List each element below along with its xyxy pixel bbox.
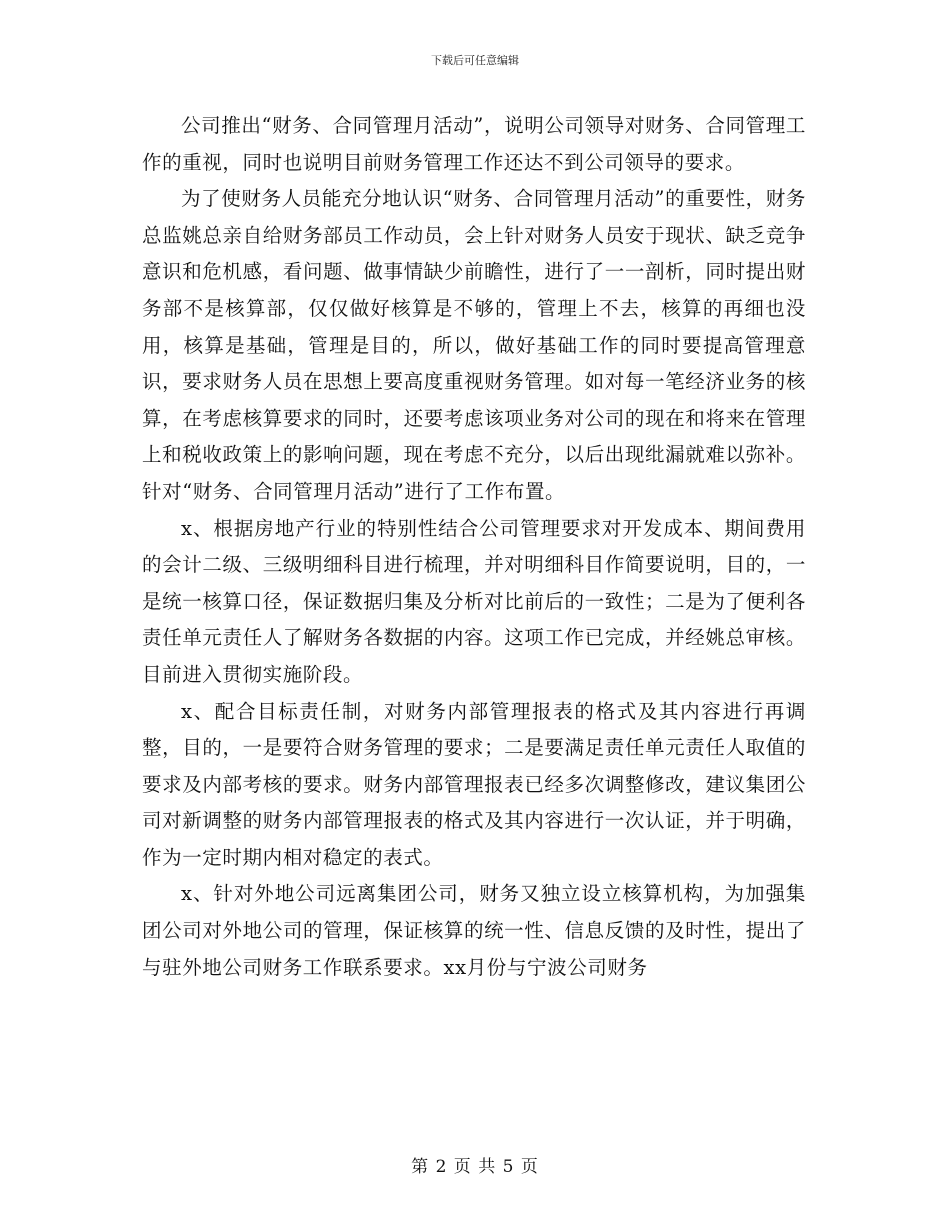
paragraph-4: x、配合目标责任制，对财务内部管理报表的格式及其内容进行再调整，目的，一是要符合财务管理的要求；二是要满足责任单元责任人取值的要求及内部考核的要求。财务内部管理报表已经多次调整修改，建议集团公司对新调整的财务内部管理报表的格式及其内容进行一次认证，并于明确，作为一定时期内相对稳定的表式。 xyxy=(142,699,806,869)
paragraph-5: x、针对外地公司远离集团公司，财务又独立设立核算机构，为加强集团公司对外地公司的管理，保证核算的统一性、信息反馈的及时性，提出了与驻外地公司财务工作联系要求。xx月份与宁波公司财务 xyxy=(142,882,806,979)
paragraph-3: x、根据房地产行业的特别性结合公司管理要求对开发成本、期间费用的会计二级、三级明细科目进行梳理，并对明细科目作简要说明，目的，一是统一核算口径，保证数据归集及分析对比前后的一致性；二是为了便利各责任单元责任人了解财务各数据的内容。这项工作已完成，并经姚总审核。目前进入贯彻实施阶段。 xyxy=(142,516,806,686)
paragraph-2: 为了使财务人员能充分地认识“财务、合同管理月活动”的重要性，财务总监姚总亲自给财务部员工作动员，会上针对财务人员安于现状、缺乏竞争意识和危机感，看问题、做事情缺少前瞻性，进行了一一剖析，同时提出财务部不是核算部，仅仅做好核算是不够的，管理上不去，核算的再细也没用，核算是基础，管理是目的，所以，做好基础工作的同时要提高管理意识，要求财务人员在思想上要高度重视财务管理。如对每一笔经济业务的核算，在考虑核算要求的同时，还要考虑该项业务对公司的现在和将来在管理上和税收政策上的影响问题，现在考虑不充分，以后出现纰漏就难以弥补。针对“财务、合同管理月活动”进行了工作布置。 xyxy=(142,187,806,503)
page-number: 第 2 页 共 5 页 xyxy=(411,1157,539,1177)
paragraph-1: 公司推出“财务、合同管理月活动”，说明公司领导对财务、合同管理工作的重视，同时也说明目前财务管理工作还达不到公司领导的要求。 xyxy=(142,114,806,174)
document-body xyxy=(142,108,806,986)
page-header: 下载后可任意编辑 xyxy=(431,54,519,67)
